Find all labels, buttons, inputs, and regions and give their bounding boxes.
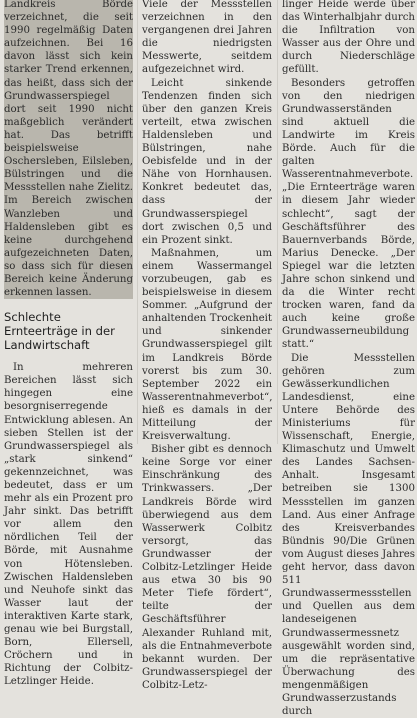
article-paragraph: Bisher gibt es dennoch keine Sorge vor einer Einschränkung des Trinkwassers. „Der Landkreis Börde wird überwiegend aus dem Wasserwerk Colbitz versorgt, das Grundwasser der Colbitz-Letzlinger Heide aus etwa 30 bis 90 Meter Tiefe fördert“, teilte der Geschäftsführer Alexander Ruhland mit, als die Entnahmeverbote bekannt wurden. Der Grundwasserspiegel der Colbitz-Letz- (142, 444, 272, 691)
section-heading: Schlechte Ernteerträge in der Landwirtschaft (4, 310, 115, 353)
article-paragraph: linger Heide werde über das Winterhalbjahr durch die Infiltration von Wasser aus der Ohre und durch Niederschläge gefüllt. (282, 0, 415, 76)
column-divider (277, 0, 278, 444)
article-paragraph: Viele der Messstellen verzeichnen in den vergangenen drei Jahren die niedrigsten Messwerte, seitdem aufgezeichnet wird. (142, 0, 272, 76)
article-column-1 (4, 0, 133, 689)
article-paragraph: Besonders getroffen von den niedrigen Grundwasserständen sind aktuell die Landwirte im Kreis Börde. Auch für die galten Wasserentnahmeverbote. „Die Ernteerträge waren in diesem Jahr wieder schlecht“, sagt der Geschäftsführer des Bauernverbands Börde, Marius Denecke. „Der Spiegel war die letzten Jahre schon sinkend und da die Winter recht trocken waren, fand da auch keine große Grundwasserneubildung statt.“ (282, 77, 415, 351)
article-paragraph: Leicht sinkende Tendenzen finden sich über den ganzen Kreis verteilt, etwa zwischen Haldensleben und Bülstringen, nahe Oebisfelde und in der Nähe von Hornhausen. Konkret bedeutet das, dass der Grundwasserspiegel dort zwischen 0,5 und ein Prozent sinkt. (142, 77, 272, 246)
article-paragraph: Landkreis Börde verzeichnet, die seit 1990 regelmäßig Daten aufzeichnen. Bei 16 davon lässt sich kein starker Trend erkennen, das heißt, dass sich der Grundwasserspiegel dort seit 1990 nicht maßgeblich verändert hat. Das betrifft beispielsweise Oschersleben, Eilsleben, Bülstringen und die Messstellen nahe Zielitz. Im Bereich zwischen Wanzleben und Haldensleben gibt es keine durchgehend aufgezeichneten Daten, so dass sich für diesen Bereich keine Änderung erkennen lassen. (4, 0, 133, 299)
article-paragraph: Die Messstellen gehören zum Gewässerkundlichen Landesdienst, eine Untere Behörde des Ministeriums für Wissenschaft, Energie, Klimaschutz und Umwelt des Landes Sachsen-Anhalt. Insgesamt betreiben sie 1300 Messstellen im ganzen Land. Aus einer Anfrage des Kreisverbandes Bündnis 90/Die Grünen vom August dieses Jahres geht hervor, dass davon 511 Grundwassermessstellen und Quellen aus dem landeseigenen Grundwassermessnetz ausgewählt worden sind, um die repräsentative Überwachung des mengenmäßigen Grundwasserzustands durch (282, 352, 415, 718)
column-divider (137, 0, 138, 444)
article-column-2 (142, 0, 272, 692)
article-paragraph: Maßnahmen, um einem Wassermangel vorzubeugen, gab es beispielsweise in diesem Sommer. „Aufgrund der anhaltenden Trockenheit und sinkender Grundwasserspiegel gilt im Landkreis Börde vorerst bis zum 30. September 2022 ein Wasserentnahmeverbot“, hieß es damals in der Mitteilung der Kreisverwaltung. (142, 247, 273, 443)
article-column-3 (282, 0, 415, 718)
article-paragraph: In mehreren Bereichen lässt sich hingegen eine besorgniserregende Entwicklung ablesen. An sieben Stellen ist der Grundwasserspiegel als „stark sinkend“ gekennzeichnet, was bedeutet, dass er um mehr als ein Prozent pro Jahr sinkt. Das betrifft vor allem den nördlichen Teil der Börde, mit Ausnahme von Hötensleben. Zwischen Haldensleben und Neuhofe sinkt das Wasser laut der interaktiven Karte stark, genau wie bei Burgstall, Born, Ellersell, Cröchern und in Richtung der Colbitz-Letzlinger Heide. (4, 362, 133, 688)
